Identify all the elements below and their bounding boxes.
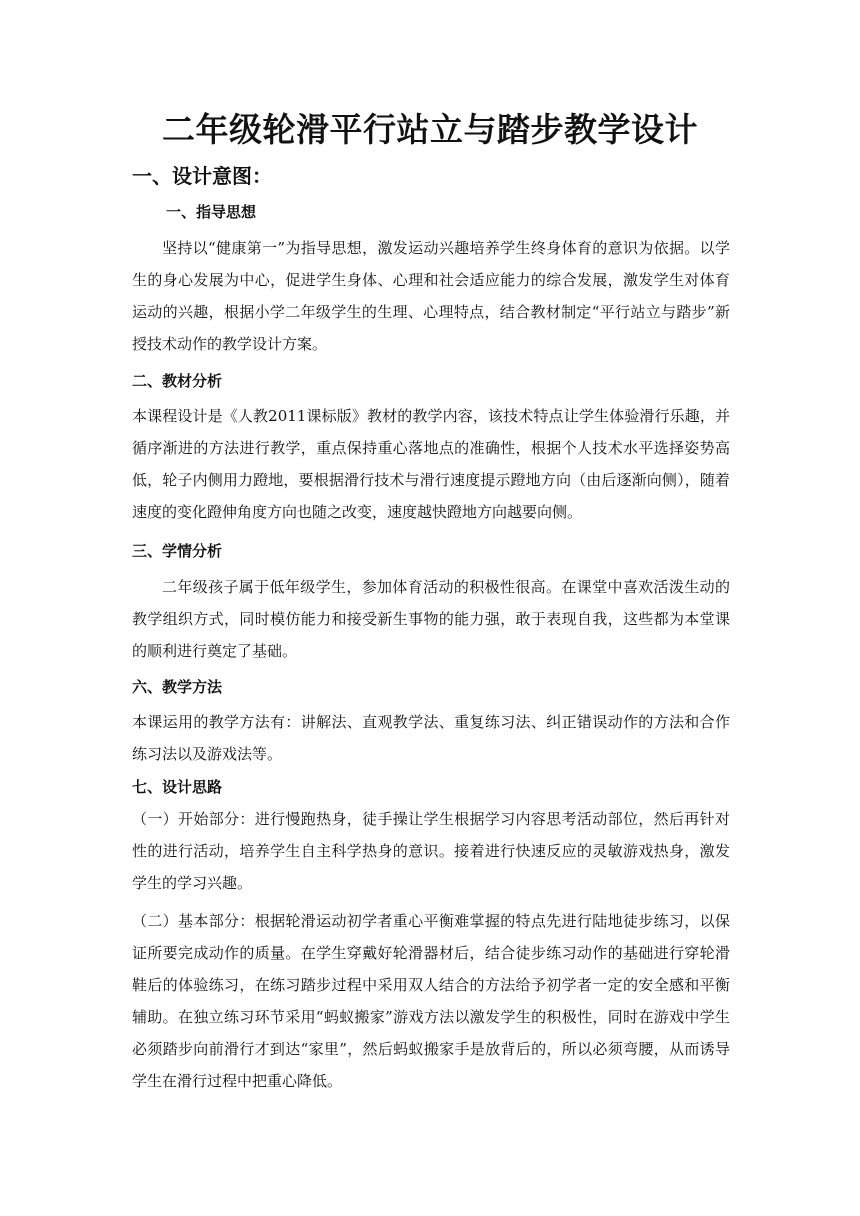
section-heading-design-approach: 七、设计思路 [132, 778, 223, 796]
document-title: 二年级轮滑平行站立与踏步教学设计 [162, 110, 698, 149]
paragraph-guiding-ideology: 坚持以“健康第一”为指导思想，激发运动兴趣培养学生终身体育的意识为依据。以学生的身心发展为中心，促进学生身体、心理和社会适应能力的综合发展，激发学生对体育运动的兴趣，根据小学二年级学生的生理、心理特点，结合教材制定“平行站立与踏步”新授技术动作的教学设计方案。 [132, 239, 730, 353]
paragraph-opening-part: （一）开始部分：进行慢跑热身，徒手操让学生根据学习内容思考活动部位，然后再针对性的进行活动，培养学生自主科学热身的意识。接着进行快速反应的灵敏游戏热身，激发学生的学习兴趣。 [132, 810, 730, 892]
section-heading-design-intent: 一、设计意图： [132, 164, 272, 188]
section-heading-teaching-methods: 六、教学方法 [132, 678, 223, 696]
section-heading-material-analysis: 二、教材分析 [132, 372, 223, 390]
paragraph-teaching-methods: 本课运用的教学方法有：讲解法、直观教学法、重复练习法、纠正错误动作的方法和合作练习法以及游戏法等。 [132, 713, 730, 763]
paragraph-student-analysis: 二年级孩子属于低年级学生，参加体育活动的积极性很高。在课堂中喜欢活泼生动的教学组织方式，同时模仿能力和接受新生事物的能力强，敢于表现自我，这些都为本堂课的顺利进行奠定了基础。 [132, 578, 730, 660]
paragraph-basic-part: （二）基本部分：根据轮滑运动初学者重心平衡难掌握的特点先进行陆地徒步练习，以保证所要完成动作的质量。在学生穿戴好轮滑器材后，结合徒步练习动作的基础进行穿轮滑鞋后的体验练习，在练习踏步过程中采用双人结合的方法给予初学者一定的安全感和平衡辅助。在独立练习环节采用“蚂蚁搬家”游戏方法以激发学生的积极性，同时在游戏中学生必须踏步向前滑行才到达“家里”，然后蚂蚁搬家手是放背后的，所以必须弯腰，从而诱导学生在滑行过程中把重心降低。 [132, 912, 730, 1090]
subsection-heading-guiding-ideology: 一、指导思想 [166, 203, 257, 221]
paragraph-material-analysis: 本课程设计是《人教2011课标版》教材的教学内容，该技术特点让学生体验滑行乐趣，并循序渐进的方法进行教学，重点保持重心落地点的准确性，根据个人技术水平选择姿势高低，轮子内侧用力蹬地，要根据滑行技术与滑行速度提示蹬地方向（由后逐渐向侧），随着速度的变化蹬伸角度方向也随之改变，速度越快蹬地方向越要向侧。 [132, 407, 730, 521]
section-heading-student-analysis: 三、学情分析 [132, 542, 223, 560]
